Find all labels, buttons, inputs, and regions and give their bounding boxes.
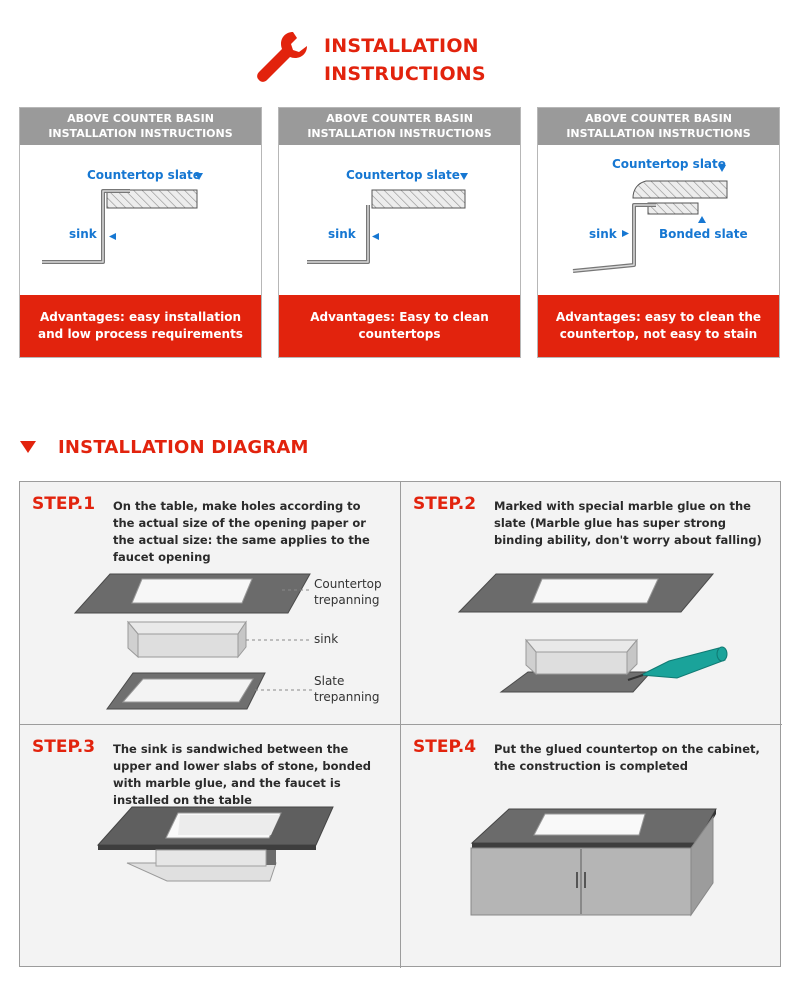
countertop-label: Countertop slate (87, 168, 201, 182)
sink-label: sink (328, 227, 356, 241)
glue-application-illustration (401, 482, 782, 725)
card-header: ABOVE COUNTER BASIN INSTALLATION INSTRUCTIONS (279, 108, 520, 145)
part-label: Slate trepanning (314, 674, 380, 704)
part-label: Countertop trepanning (314, 577, 382, 607)
install-card-1 (19, 107, 262, 358)
step-2-panel (401, 482, 782, 725)
step-description: Put the glued countertop on the cabinet, the construction is completed (494, 742, 760, 773)
sink-label: sink (69, 227, 97, 241)
step-1-panel (20, 482, 401, 725)
advantage-text: Advantages: easy to clean the countertop, not easy to stain (538, 295, 779, 357)
card-diagram (20, 145, 261, 296)
page-header (253, 28, 553, 88)
wrench-icon (253, 28, 309, 84)
part-label: sink (314, 632, 339, 646)
advantage-text: Advantages: Easy to clean countertops (279, 295, 520, 357)
card-diagram (538, 145, 779, 296)
step-description: On the table, make holes according to the actual size of the opening paper or the actual size: the same applies to the faucet opening (113, 499, 370, 564)
installation-steps-grid (19, 481, 781, 967)
sandwiched-sink-illustration (20, 725, 401, 968)
countertop-label: Countertop slate (346, 168, 460, 182)
page-title: INSTALLATION INSTRUCTIONS (324, 35, 486, 85)
install-card-3 (537, 107, 780, 358)
card-header: ABOVE COUNTER BASIN INSTALLATION INSTRUCTIONS (538, 108, 779, 145)
step-description: Marked with special marble glue on the slate (Marble glue has super strong binding ability, don't worry about falling) (494, 499, 762, 547)
bonded-slate-label: Bonded slate (659, 227, 748, 241)
advantage-text: Advantages: easy installation and low process requirements (20, 295, 261, 357)
step-description: The sink is sandwiched between the upper and lower slabs of stone, bonded with marble glue, and the faucet is installed on the table (113, 742, 371, 807)
step-label: STEP.1 (32, 494, 96, 514)
cabinet-illustration (401, 725, 782, 968)
install-card-2 (278, 107, 521, 358)
countertop-label: Countertop slate (612, 157, 726, 171)
step-3-panel (20, 725, 401, 968)
step-label: STEP.4 (413, 737, 477, 757)
step-4-panel (401, 725, 782, 968)
step-label: STEP.2 (413, 494, 477, 514)
card-header: ABOVE COUNTER BASIN INSTALLATION INSTRUCTIONS (20, 108, 261, 145)
step-label: STEP.3 (32, 737, 96, 757)
triangle-down-icon (20, 441, 36, 453)
diagram-section-title: INSTALLATION DIAGRAM (20, 433, 309, 461)
card-diagram (279, 145, 520, 296)
sink-label: sink (589, 227, 617, 241)
